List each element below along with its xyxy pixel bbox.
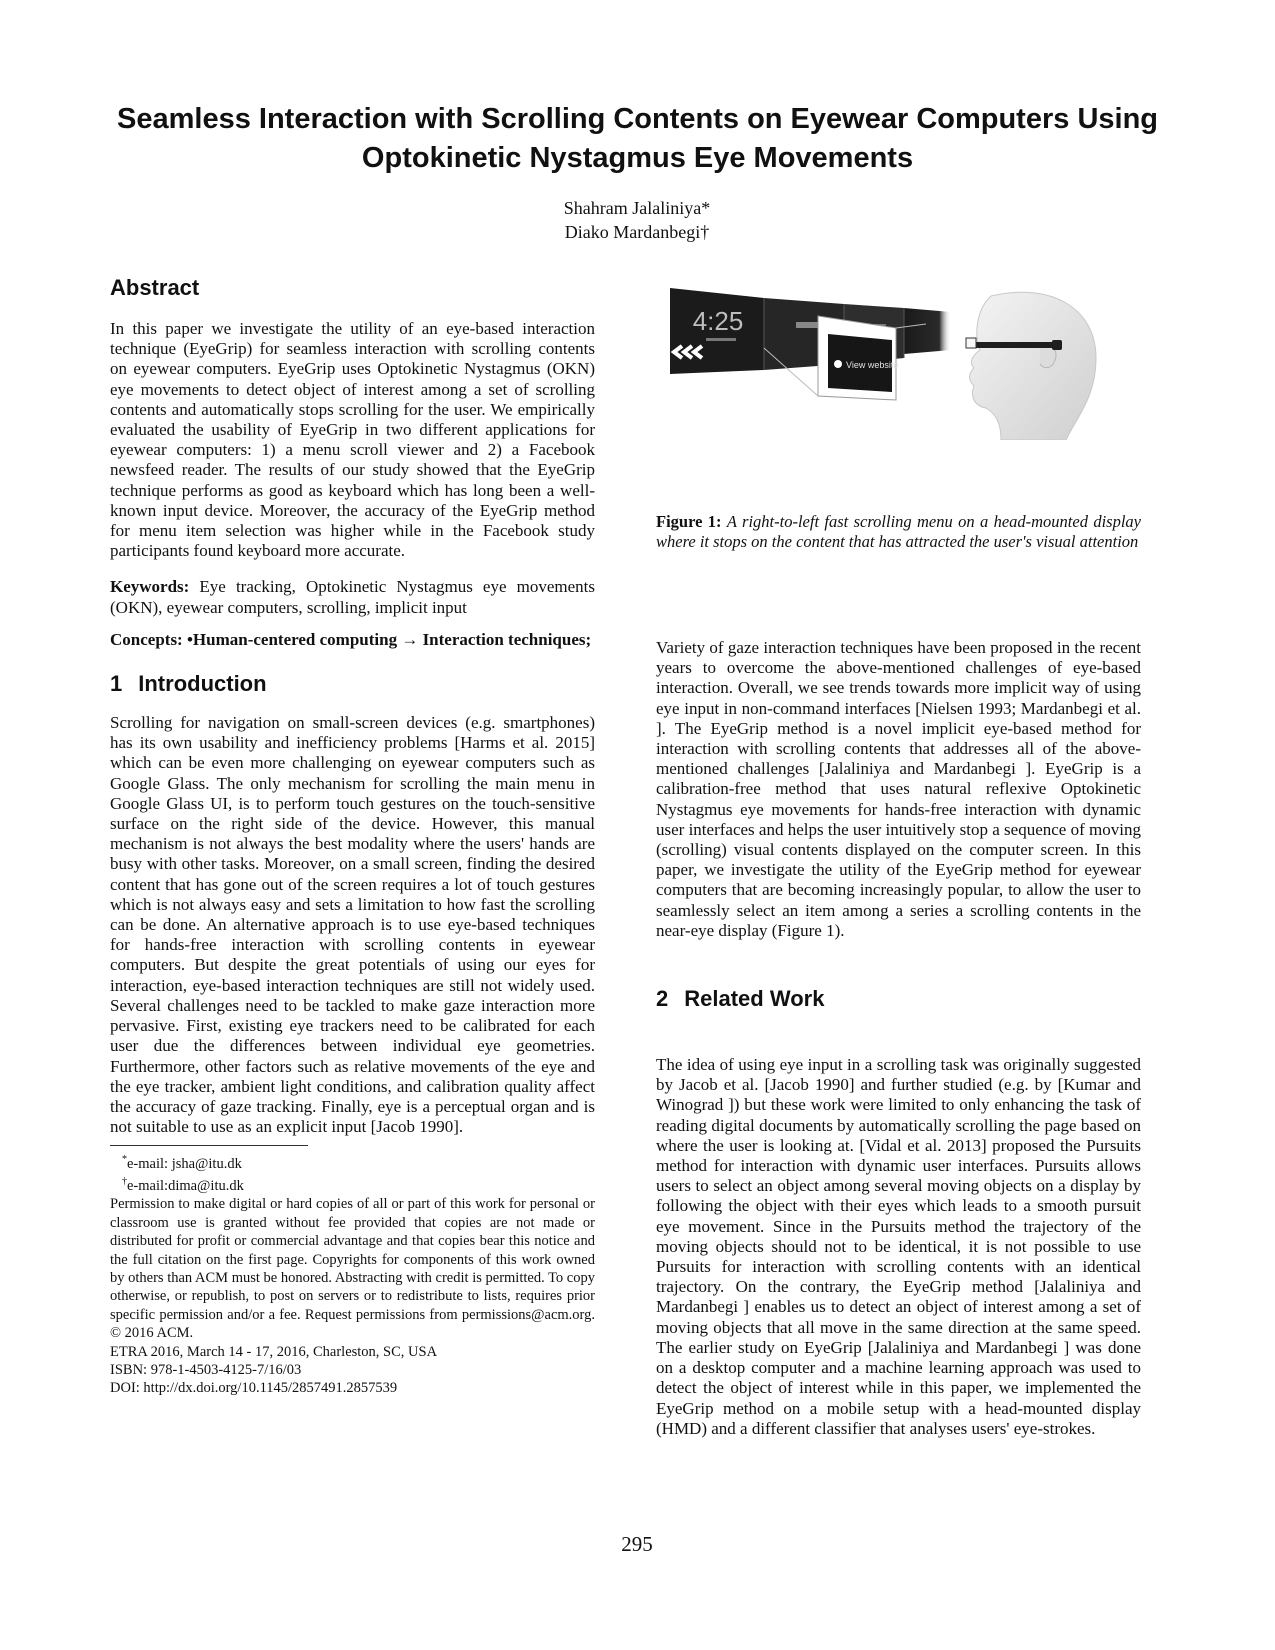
figure-card-label: View website <box>846 360 899 370</box>
related-work-heading <box>656 985 1141 1013</box>
figure-time: 4:25 <box>692 306 744 336</box>
figure-caption-text: A right-to-left fast scrolling menu on a head-mounted display where it stops on the content that has attracted the user's visual attention <box>656 512 1141 552</box>
footnote-email-2-text: e-mail:dima@itu.dk <box>127 1178 244 1195</box>
keywords-label: Keywords: <box>110 577 190 597</box>
related-work-title: Related Work <box>684 986 825 1012</box>
author-1: Shahram Jalaliniya* <box>563 198 711 218</box>
title-line-2: Optokinetic Nystagmus Eye Movements <box>361 142 914 174</box>
page-number: 295 <box>621 1532 653 1556</box>
footnote-email-2: †e-mail:dima@itu.dk <box>122 1176 244 1195</box>
related-work-text: The idea of using eye input in a scrolling task was originally suggested by Jacob et al. [Jacob 1990] and further studied (e.g. by [Kumar and Winograd ]) but these work were limited to only enhancing the task of reading digital documents by automatically scrolling the page based on where the user is looking at. [Vidal et al. 2013] proposed the Pursuits method for interaction with dynamic user interfaces. Pursuits allows users to select an object among several moving objects on a display by following the object with their eyes which leads to a smooth pursuit eye movement. Since in the Pursuits method the trajectory of the moving objects should not to be identical, it is not possible to use Pursuits for interaction with scrolling contents with an identical trajectory. On the contrary, the EyeGrip method [Jalaliniya and Mardanbegi ] enables us to detect an object of interest among a set of moving objects that all move in the same direction at the same speed. The earlier study on EyeGrip [Jalaliniya and Mardanbegi ] was done on a desktop computer and a machine learning approach was used to detect the object of interest while in this paper, we implemented the EyeGrip method on a mobile setup with a head-mounted display (HMD) and a different classifier that analyses users' eye-strokes. <box>656 1055 1141 1438</box>
figure-caption-label: Figure 1: <box>656 512 722 531</box>
user-head-with-eyewear <box>966 292 1096 440</box>
abstract-heading: Abstract <box>110 275 200 300</box>
right-intro-text: Variety of gaze interaction techniques have been proposed in the recent years to overcome the above-mentioned challenges of eye-based interaction. Overall, we see trends towards more implicit way of using eye input in non-command interfaces [Nielsen 1993; Mardanbegi et al. ]. The EyeGrip method is a novel implicit eye-based method for interaction with scrolling contents that addresses all of the above-mentioned challenges [Jalaliniya and Mardanbegi ]. EyeGrip is a calibration-free method that uses natural reflexive Optokinetic Nystagmus eye movements for hands-free interaction with dynamic user interfaces and helps the user intuitively stop a sequence of moving (scrolling) visual contents displayed on the computer screen. In this paper, we investigate the utility of the EyeGrip method for eyewear computers that are becoming increasingly popular, to allow the user to seamlessly select an item among a series a scrolling contents in the near-eye display (Figure 1). <box>656 638 1141 940</box>
paper-title <box>100 100 1175 178</box>
concepts-text: •Human-centered computing → Interaction techniques; <box>186 629 592 649</box>
footnote-rule <box>110 1145 308 1146</box>
related-work-number: 2 <box>656 986 669 1012</box>
figure-time-underline <box>706 338 736 341</box>
figure-caption-paragraph <box>656 512 1141 552</box>
concepts-label: Concepts: <box>110 629 183 649</box>
introduction-heading <box>110 670 595 698</box>
author-list <box>437 196 837 244</box>
permission-notice: Permission to make digital or hard copies of all or part of this work for personal or classroom use is granted without fee provided that copies are not made or distributed for profit or commercial advantage and that copies bear this notice and the full citation on the first page. Copyrights for components of this work owned by others than ACM must be honored. Abstracting with credit is permitted. To copy otherwise, or republish, to post on servers or to redistribute to lists, requires prior specific permission and/or a fee. Request permissions from permissions@acm.org. © 2016 ACM. <box>110 1196 595 1342</box>
abstract-text: In this paper we investigate the utility of an eye-based interaction technique (EyeGrip) for seamless interaction with scrolling contents on eyewear computers. EyeGrip uses Optokinetic Nystagmus (OKN) eye movements to detect object of interest among a set of scrolling contents and automatically stops scrolling for the user. We empirically evaluated the usability of EyeGrip in two different applications for eyewear computers: 1) a menu scroll viewer and 2) a Facebook newsfeed reader. The results of our study showed that the EyeGrip technique performs as good as keyboard which has long been a well-known input device. Moreover, the accuracy of the EyeGrip method for menu item selection was higher while in the Facebook study participants found keyboard more accurate. <box>110 319 595 561</box>
view-website-icon <box>834 360 842 368</box>
footnotes <box>110 1145 595 1398</box>
figure-1-illustration <box>656 288 1126 440</box>
isbn: ISBN: 978-1-4503-4125-7/16/03 <box>110 1362 302 1379</box>
left-column <box>110 274 595 1398</box>
right-column <box>656 638 1141 1439</box>
introduction-number: 1 <box>110 671 123 697</box>
glass-prism-icon <box>966 338 976 348</box>
title-line-1: Seamless Interaction with Scrolling Contents on Eyewear Computers Using <box>117 103 1158 135</box>
conference-info: ETRA 2016, March 14 - 17, 2016, Charleston, SC, USA <box>110 1343 438 1360</box>
concepts <box>110 630 595 650</box>
footnote-email-1: *e-mail: jsha@itu.dk <box>122 1154 242 1173</box>
keywords <box>110 577 595 617</box>
figure-1-caption <box>656 512 1141 552</box>
author-2: Diako Mardanbegi† <box>564 222 710 242</box>
keywords-text: Eye tracking, Optokinetic Nystagmus eye movements (OKN), eyewear computers, scrolling, implicit input <box>110 577 595 617</box>
introduction-title: Introduction <box>138 671 267 697</box>
introduction-text: Scrolling for navigation on small-screen devices (e.g. smartphones) has its own usability and inefficiency problems [Harms et al. 2015] which can be even more challenging on eyewear computers such as Google Glass. The only mechanism for scrolling the main menu in Google Glass UI, is to perform touch gestures on the touch-sensitive surface on the right side of the device. However, this manual mechanism is not always the best modality where the users' hands are busy with other tasks. Moreover, on a small screen, finding the desired content that has gone out of the screen requires a lot of touch gestures which is not always easy and sets a limitation to how fast the scrolling can be done. An alternative approach is to use eye-based techniques for hands-free interaction with scrolling contents in eyewear computers. But despite the great potentials of using our eyes for interaction, eye-based interaction techniques are still not widely used. Several challenges need to be tackled to make gaze interaction more pervasive. First, existing eye trackers need to be calibrated for each user due the differences between individual eye geometries. Furthermore, other factors such as relative movements of the eye and the eye tracker, ambient light conditions, and calibration quality affect the accuracy of gaze tracking. Finally, eye is a perceptual organ and is not suitable to use as an explicit input [Jacob 1990]. <box>110 713 595 1137</box>
footnote-email-1-text: e-mail: jsha@itu.dk <box>127 1156 242 1173</box>
figure-1 <box>656 288 1126 440</box>
doi: DOI: http://dx.doi.org/10.1145/2857491.2857539 <box>110 1380 398 1397</box>
